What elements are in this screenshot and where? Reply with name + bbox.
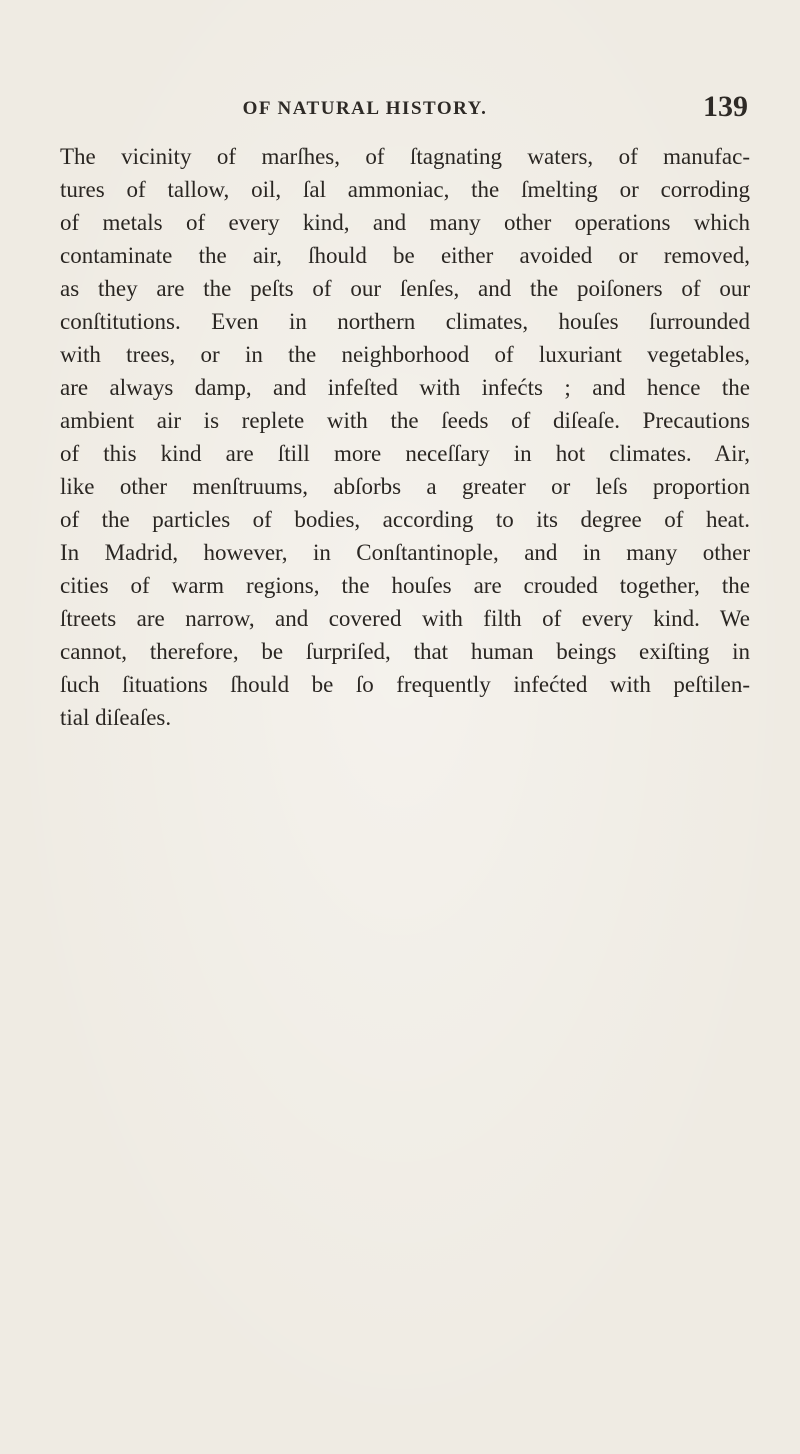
text-line: tial diſeaſes.	[60, 705, 172, 730]
text-line: ſtreets are narrow, and covered with filth of every kind. We	[60, 606, 750, 631]
text-line: are always damp, and infeſted with infećts ; and hence the	[60, 375, 750, 400]
text-line: The vicinity of marſhes, of ſtagnating waters, of manufac-	[60, 144, 750, 169]
running-head-title: OF NATURAL HISTORY.	[242, 98, 488, 119]
text-line: of metals of every kind, and many other operations which	[60, 210, 750, 235]
text-line: cannot, therefore, be ſurpriſed, that human beings exiſting in	[60, 639, 750, 664]
text-line: contaminate the air, ſhould be either avoided or removed,	[60, 243, 750, 268]
text-line: conſtitutions. Even in northern climates, houſes ſurrounded	[60, 309, 750, 334]
text-line: as they are the peſts of our ſenſes, and the poiſoners of our	[60, 276, 750, 301]
text-line: tures of tallow, oil, ſal ammoniac, the ſmelting or corroding	[60, 177, 750, 202]
text-line: of this kind are ſtill more neceſſary in hot climates. Air,	[60, 441, 750, 466]
text-line: like other menſtruums, abſorbs a greater or leſs proportion	[60, 474, 750, 499]
text-line: with trees, or in the neighborhood of luxuriant vegetables,	[60, 342, 750, 367]
body-paragraph	[60, 140, 750, 734]
text-line: ſuch ſituations ſhould be ſo frequently infećted with peſtilen-	[60, 672, 750, 697]
page-number: 139	[703, 90, 748, 123]
running-head	[60, 90, 750, 130]
text-line: of the particles of bodies, according to its degree of heat.	[60, 507, 750, 532]
text-line: In Madrid, however, in Conſtantinople, and in many other	[60, 540, 750, 565]
text-line: ambient air is replete with the ſeeds of diſeaſe. Precautions	[60, 408, 750, 433]
text-line: cities of warm regions, the houſes are crouded together, the	[60, 573, 750, 598]
